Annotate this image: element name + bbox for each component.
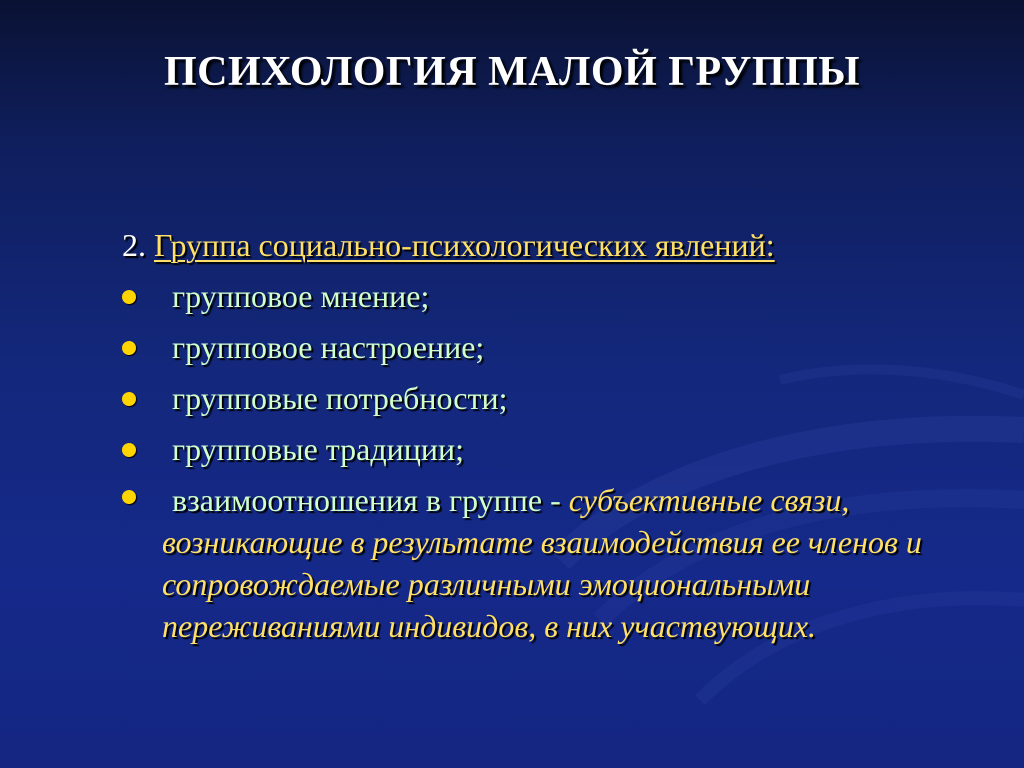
section-heading <box>122 220 982 271</box>
slide-title: ПСИХОЛОГИЯ МАЛОЙ ГРУППЫ <box>164 49 860 95</box>
heading-number: 2. <box>122 227 146 263</box>
list-item-text: групповые потребности; <box>172 380 508 416</box>
bullet-dot-icon <box>122 443 136 457</box>
definition-text-line1: субъективные связи, <box>568 482 850 518</box>
bullet-dot-icon <box>122 341 136 355</box>
list-item <box>122 322 982 373</box>
slide-content <box>122 220 982 647</box>
list-item <box>122 271 982 322</box>
definition-text-line4: переживаниями индивидов, в них участвующих. <box>162 608 817 644</box>
heading-text: Группа социально-психологических явлений: <box>154 227 775 263</box>
bullet-dot-icon <box>122 490 136 504</box>
list-item-relationships <box>122 475 982 647</box>
list-item-text: групповые традиции; <box>172 431 465 467</box>
list-item-text: групповое настроение; <box>172 329 485 365</box>
bullet-list <box>122 271 982 647</box>
definition-text-line2: возникающие в результате взаимодействия ее членов и <box>162 524 922 560</box>
list-item <box>122 424 982 475</box>
list-item <box>122 373 982 424</box>
bullet-dot-icon <box>122 290 136 304</box>
bullet-dot-icon <box>122 392 136 406</box>
list-item-text: групповое мнение; <box>172 278 430 314</box>
definition-text-line3: сопровождаемые различными эмоциональными <box>162 566 811 602</box>
list-item-text: взаимоотношения в группе - <box>172 482 569 518</box>
